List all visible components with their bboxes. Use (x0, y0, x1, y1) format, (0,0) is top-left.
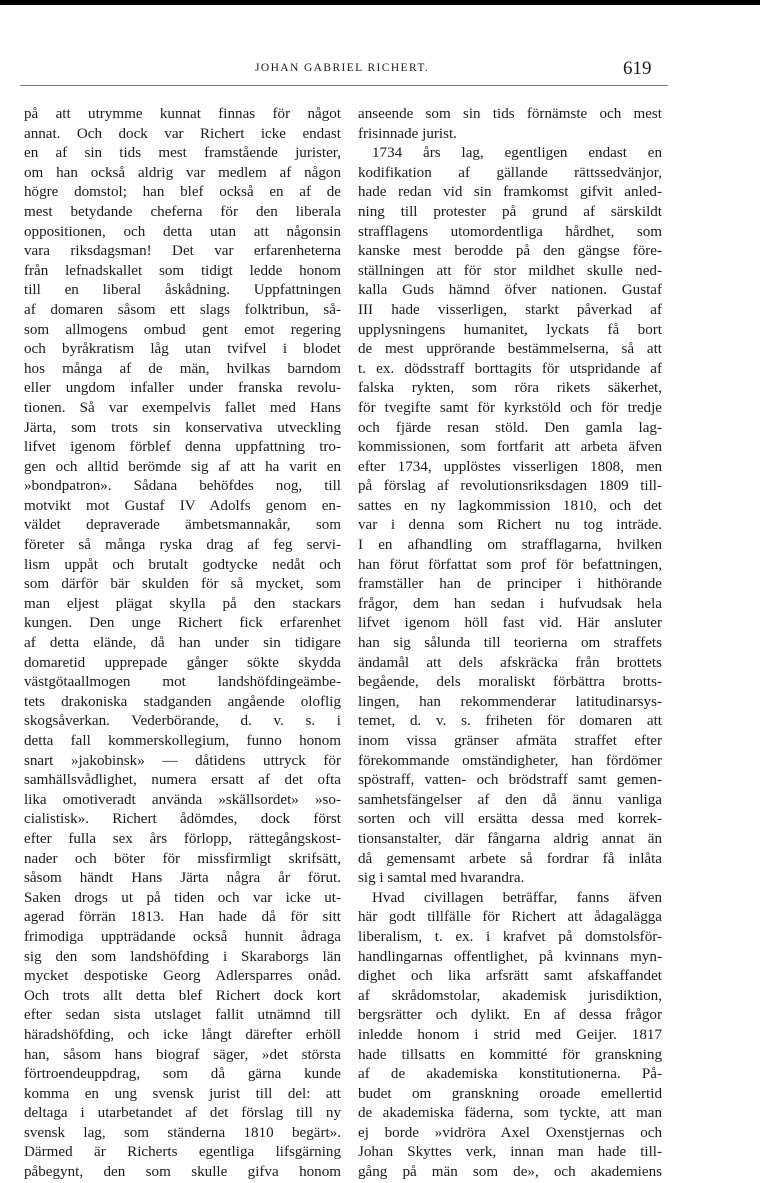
text-line: cialistisk». Richert ådömdes, dock först (24, 811, 341, 828)
text-line: för tvegifte samt för kyrkstöld och för tredje (358, 399, 662, 416)
text-line: han sig sålunda till teorierna om straffets (358, 635, 662, 652)
text-line: väldet depraverade ämbetsmannakår, som (24, 517, 341, 534)
text-line: om han också aldrig var medlem af någon (24, 164, 341, 181)
text-line: ställningen att för stor mildhet skulle ned- (358, 262, 662, 279)
text-line: ej borde »vidröra Axel Oxenstjernas och (358, 1124, 662, 1141)
text-line: nader och böter för missfirmligt skrifsätt, (24, 850, 341, 867)
text-line: på att utrymme kunnat finnas för något (24, 106, 341, 122)
text-line: handlingarnas offentlighet, på kvinnans myn- (358, 948, 662, 965)
text-line: sattes en ny lagkommission 1810, och det (358, 497, 662, 514)
text-line: sorten och vill ersätta dessa med korrek- (358, 811, 662, 828)
text-line: västgötaallmogen mot landshöfdingeämbe- (24, 674, 341, 691)
text-line: detta fall kommerskollegium, funno honom (24, 733, 341, 749)
text-line: på förslag af revolutionsriksdagen 1809 till- (358, 478, 662, 495)
text-line: af detta elände, då han under sin tidigare (24, 635, 341, 652)
text-line: liberalism, t. ex. i krafvet på domstolsför- (358, 928, 662, 945)
text-line: upplysningens humanitet, lyckats få bort (358, 321, 662, 338)
text-line: samhällsvådlighet, numera ersatt af det ofta (24, 772, 341, 789)
text-line: tets drakoniska stadganden angående oloflig (24, 693, 341, 710)
text-line: företer så många ryska drag af feg servi- (24, 537, 341, 554)
text-line: skogsåverkan. Vederbörande, d. v. s. i (24, 713, 341, 730)
text-line: frimodiga uppträdande också hunnit ådraga (24, 928, 341, 945)
text-line: annat. Och dock var Richert icke endast (24, 125, 341, 142)
text-line: sig i samtal med hvarandra. (358, 870, 525, 887)
text-line: inledde honom i strid med Geijer. 1817 (358, 1026, 662, 1043)
text-line: sig den som landshöfding i Skaraborgs län (24, 948, 341, 965)
text-line: de mest upprörande bestämmelserna, så att (358, 341, 662, 358)
text-line: samhetsfängelser af den då ännu vanliga (358, 791, 662, 808)
text-line: kommissionen, som fortfarit att arbeta äfven (358, 439, 662, 456)
text-line: han förut författat som prof för befattningen, (358, 556, 662, 573)
page-number: 619 (623, 58, 652, 79)
text-line: hos många af de män, hvilkas barndom (24, 360, 341, 377)
text-line: kalla Guds hämnd öfver nationen. Gustaf (358, 282, 662, 299)
text-line: domaretid upprepade gånger sökte skydda (24, 654, 341, 671)
text-line: af de akademiska konstitutionerna. På- (358, 1066, 662, 1083)
text-line: I en afhandling om strafflagarna, hvilken (358, 537, 662, 554)
text-line: III hade visserligen, starkt påverkad af (358, 301, 662, 318)
text-line: tionen. Så var exempelvis fallet med Hans (24, 399, 341, 416)
text-line: frågor, dem han sedan i hufvudsak hela (358, 595, 662, 612)
text-line: som allmogens ombud gent emot regering (24, 321, 341, 338)
text-line: begående, dels moraliskt förbättra brotts- (358, 674, 662, 691)
text-line: lika omotiveradt använda »skällsordet» »so- (24, 791, 341, 808)
text-line: Hvad civillagen beträffar, fanns äfven (372, 889, 662, 906)
text-line: svensk lag, som ständerna 1810 begärt». (24, 1124, 341, 1141)
text-line: spöstraff, vatten- och brödstraff samt gemen- (358, 772, 662, 789)
text-line: ning till protester på grund af särskildt (358, 203, 662, 220)
text-line: gång på män som de», och akademiens (358, 1164, 662, 1181)
text-line: och fjärde resan stöld. Den gamla lag- (358, 419, 662, 436)
text-line: agerad förrän 1813. Han hade då för sitt (24, 909, 341, 926)
text-line: efter sedan sista utslaget fallit utnämnd till (24, 1007, 341, 1024)
text-line: vara riksdagsman! Det var erfarenheterna (24, 243, 341, 260)
text-line: förtroendeuppdrag, som då gärna kunde (24, 1066, 341, 1083)
text-line: en af sin tids mest framstående jurister, (24, 145, 341, 162)
text-line: mycket despotiske Georg Adlersparres onåd. (24, 968, 341, 985)
text-line: häradshöfding, och icke långt därefter erhöll (24, 1026, 341, 1043)
text-line: dighet och lika arfsrätt samt afskaffandet (358, 968, 662, 985)
text-line: anseende som sin tids förnämste och mest (358, 106, 662, 122)
text-line: komma en ung svensk jurist till del: att (24, 1085, 341, 1102)
text-line: gen och alltid berömde sig af att ha varit en (24, 458, 341, 475)
text-line: lifvet igenom förblef denna uppfattning tro- (24, 439, 341, 456)
text-line: temet, d. v. s. friheten för domaren att (358, 713, 662, 730)
text-line: till en liberal åskådning. Uppfattningen (24, 282, 341, 299)
running-title: JOHAN GABRIEL RICHERT. (255, 62, 430, 74)
text-line: såsom händt Hans Järta några år förut. (24, 870, 341, 887)
text-line: t. ex. dödsstraff borttagits för utspridande af (358, 360, 662, 377)
text-line: af skrådomstolar, akademisk jurisdiktion, (358, 987, 662, 1004)
text-line: och byråkratism låg utan tvifvel i blodet (24, 341, 341, 358)
text-line: Och trots allt detta blef Richert dock kort (24, 987, 341, 1004)
text-line: hade tillsatts en kommitté för granskning (358, 1046, 662, 1063)
text-line: budet om granskning oroade emellertid (358, 1085, 662, 1102)
text-line: lism uppåt och brutalt godtycke nedåt och (24, 556, 341, 573)
text-line: hade redan vid sin framkomst gifvit anled- (358, 184, 662, 201)
text-line: efter 1734, upplöstes visserligen 1808, men (358, 458, 662, 475)
text-line: eller ungdom infaller under franska revolu- (24, 380, 341, 397)
text-line: förekommande omständigheter, han fördömer (358, 752, 662, 769)
text-line: 1734 års lag, egentligen endast en (372, 145, 662, 162)
left-column (24, 105, 341, 1183)
text-line: falska rykten, som röra rikets säkerhet, (358, 380, 662, 397)
text-line: snart »jakobinsk» — dåtidens uttryck för (24, 752, 341, 769)
text-line: de akademiska fäderna, som tyckte, att man (358, 1105, 662, 1122)
text-line: lifvet igenom höll fast vid. Här ansluter (358, 615, 662, 632)
text-line: tionsanstalter, där fångarna aldrig annat än (358, 830, 662, 847)
page-header (0, 58, 760, 84)
top-border (0, 0, 760, 5)
text-line: deltaga i utarbetandet af det förslag till ny (24, 1105, 341, 1122)
text-line: då gemensamt arbete så fordrar få inlåta (358, 850, 662, 867)
text-line: Saken drogs ut på tiden och var icke ut- (24, 889, 341, 906)
text-line: »bondpatron». Sådana behöfdes nog, till (24, 478, 341, 495)
text-line: kodifikation af gällande rättssedvänjor, (358, 164, 662, 181)
text-line: kanske mest berodde på den gängse före- (358, 243, 662, 260)
header-rule (20, 85, 668, 86)
text-line: framställer han de principer i hithörande (358, 576, 662, 593)
text-line: frisinnade jurist. (358, 125, 457, 142)
right-column (358, 105, 662, 1183)
text-line: han, såsom hans biograf säger, »det största (24, 1046, 341, 1063)
text-line: Järta, som trots sin konservativa utveckling (24, 419, 341, 436)
text-line: Därmed är Richerts egentliga lifsgärning (24, 1144, 341, 1161)
text-line: kungen. Den unge Richert fick erfarenhet (24, 615, 341, 632)
text-line: från lefnadskallet som tidigt ledde honom (24, 262, 341, 279)
text-line: högre domstol; han blef också en af de (24, 184, 341, 201)
text-line: här godt tillfälle för Richert att ådagalägga (358, 909, 662, 926)
text-line: man eljest plägat skylla på den stackars (24, 595, 341, 612)
text-line: som därför bär skulden för så mycket, som (24, 576, 341, 593)
text-line: mest betydande cheferna för den liberala (24, 203, 341, 220)
text-line: ändamål att dels afskräcka från brottets (358, 654, 662, 671)
text-line: oppositionen, och detta utan att någonsin (24, 223, 341, 240)
text-line: var i denna som Richert nu tog inträde. (358, 517, 662, 534)
text-line: inom vissa gränser afmäta straffet efter (358, 733, 662, 749)
text-line: af domaren såsom ett slags folktribun, så- (24, 301, 341, 318)
text-line: lingen, han rekommenderar latitudinarsys- (358, 693, 662, 710)
text-line: Johan Skyttes verk, innan man hade till- (358, 1144, 662, 1161)
text-line: påbegynt, den som skulle gifva honom (24, 1164, 341, 1181)
text-line: strafflagens utomordentliga hårdhet, som (358, 223, 662, 240)
text-line: efter fulla sex års förlopp, rättegångskost- (24, 830, 341, 847)
text-line: bergsrätter och dylikt. En af dessa frågor (358, 1007, 662, 1024)
text-line: motvikt mot Gustaf IV Adolfs genom en- (24, 497, 341, 514)
